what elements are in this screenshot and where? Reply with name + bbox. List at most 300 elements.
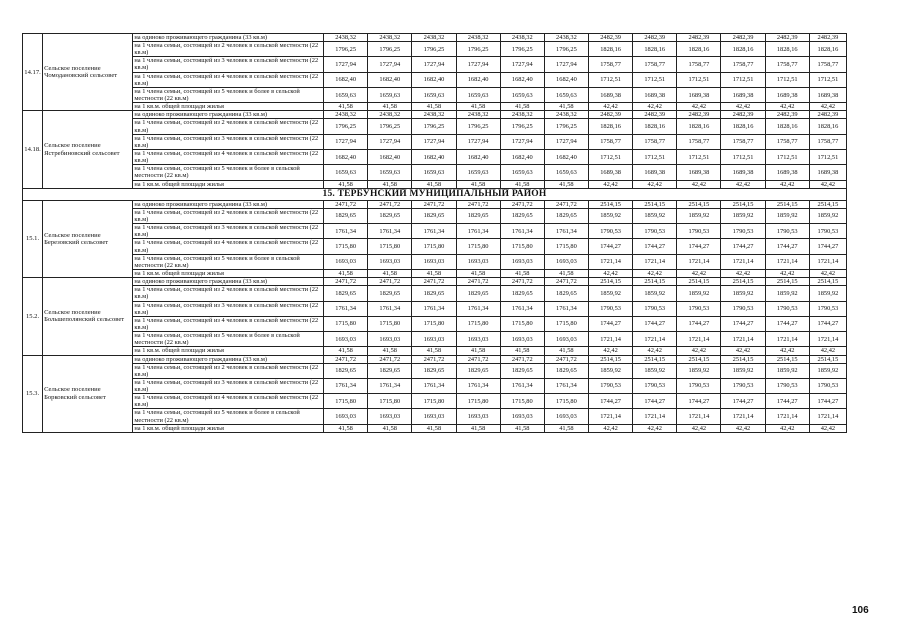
cost-value: 1659,63 bbox=[412, 87, 456, 102]
cost-value: 2514,15 bbox=[765, 200, 809, 208]
cost-value: 1790,53 bbox=[809, 378, 846, 393]
cost-value: 1689,38 bbox=[721, 87, 765, 102]
cost-value: 1715,80 bbox=[324, 239, 368, 254]
cost-value: 41,58 bbox=[544, 347, 588, 355]
cost-value: 1693,03 bbox=[324, 254, 368, 269]
cost-value: 1689,38 bbox=[809, 87, 846, 102]
cost-value: 42,42 bbox=[677, 270, 721, 278]
norm-description: на 1 члена семьи, состоящей из 5 человек и более в сельской местности (22 кв.м) bbox=[133, 254, 324, 269]
norm-description: на 1 кв.м. общей площади жилья bbox=[133, 270, 324, 278]
cost-value: 1790,53 bbox=[721, 224, 765, 239]
cost-value: 1721,14 bbox=[677, 332, 721, 347]
norm-description: на 1 члена семьи, состоящей из 3 человек в сельской местности (22 кв.м) bbox=[133, 134, 324, 149]
cost-value: 1790,53 bbox=[633, 378, 677, 393]
table-row bbox=[23, 57, 847, 72]
cost-value: 1796,25 bbox=[544, 42, 588, 57]
cost-value: 1829,65 bbox=[324, 286, 368, 301]
cost-value: 2471,72 bbox=[456, 278, 500, 286]
cost-value: 2471,72 bbox=[456, 355, 500, 363]
table-row bbox=[23, 72, 847, 87]
cost-value: 2514,15 bbox=[721, 355, 765, 363]
cost-value: 1796,25 bbox=[368, 119, 412, 134]
norm-description: на 1 члена семьи, состоящей из 4 человек в сельской местности (22 кв.м) bbox=[133, 316, 324, 331]
cost-value: 1796,25 bbox=[456, 119, 500, 134]
cost-value: 1796,25 bbox=[500, 119, 544, 134]
cost-value: 1721,14 bbox=[633, 332, 677, 347]
cost-value: 41,58 bbox=[324, 270, 368, 278]
cost-value: 1693,03 bbox=[412, 409, 456, 424]
cost-value: 1758,77 bbox=[589, 57, 633, 72]
cost-value: 1828,16 bbox=[677, 119, 721, 134]
cost-value: 1744,27 bbox=[765, 316, 809, 331]
cost-value: 1693,03 bbox=[368, 409, 412, 424]
norm-description: на одиноко проживающего гражданина (33 кв.м) bbox=[133, 355, 324, 363]
cost-value: 1758,77 bbox=[765, 134, 809, 149]
cost-value: 42,42 bbox=[721, 347, 765, 355]
cost-value: 1693,03 bbox=[456, 332, 500, 347]
settlement-name: Сельское поселение Березовский сельсовет bbox=[43, 200, 133, 277]
cost-value: 1715,80 bbox=[544, 239, 588, 254]
cost-value: 1758,77 bbox=[677, 57, 721, 72]
norm-description: на 1 члена семьи, состоящей из 2 человек в сельской местности (22 кв.м) bbox=[133, 42, 324, 57]
cost-value: 1761,34 bbox=[324, 378, 368, 393]
cost-value: 41,58 bbox=[456, 347, 500, 355]
norm-description: на 1 кв.м. общей площади жилья bbox=[133, 424, 324, 432]
row-number: 15.2. bbox=[23, 278, 43, 355]
cost-value: 1712,51 bbox=[765, 150, 809, 165]
cost-value: 1727,94 bbox=[456, 57, 500, 72]
cost-value: 1859,92 bbox=[677, 208, 721, 223]
row-number: 14.18. bbox=[23, 111, 43, 188]
cost-value: 1790,53 bbox=[589, 301, 633, 316]
cost-value: 2514,15 bbox=[589, 200, 633, 208]
cost-value: 1682,40 bbox=[544, 72, 588, 87]
settlement-name: Сельское поселение Борковский сельсовет bbox=[43, 355, 133, 432]
housing-cost-table bbox=[22, 33, 847, 433]
cost-value: 1659,63 bbox=[368, 87, 412, 102]
cost-value: 1712,51 bbox=[633, 150, 677, 165]
cost-value: 1829,65 bbox=[544, 286, 588, 301]
cost-value: 42,42 bbox=[809, 347, 846, 355]
table-row bbox=[23, 224, 847, 239]
cost-value: 1829,65 bbox=[456, 286, 500, 301]
cost-value: 1682,40 bbox=[324, 150, 368, 165]
cost-value: 1689,38 bbox=[765, 165, 809, 180]
cost-value: 1715,80 bbox=[368, 316, 412, 331]
cost-value: 1712,51 bbox=[809, 150, 846, 165]
cost-value: 1859,92 bbox=[589, 363, 633, 378]
cost-value: 1829,65 bbox=[324, 208, 368, 223]
cost-value: 1761,34 bbox=[500, 224, 544, 239]
cost-value: 1859,92 bbox=[589, 208, 633, 223]
cost-value: 1796,25 bbox=[368, 42, 412, 57]
norm-description: на 1 члена семьи, состоящей из 5 человек и более в сельской местности (22 кв.м) bbox=[133, 332, 324, 347]
table-row bbox=[23, 363, 847, 378]
cost-value: 1689,38 bbox=[809, 165, 846, 180]
cost-value: 1828,16 bbox=[809, 119, 846, 134]
cost-value: 2482,39 bbox=[765, 34, 809, 42]
cost-value: 1761,34 bbox=[368, 301, 412, 316]
cost-value: 41,58 bbox=[544, 424, 588, 432]
cost-value: 41,58 bbox=[412, 103, 456, 111]
cost-value: 1659,63 bbox=[544, 165, 588, 180]
cost-value: 2514,15 bbox=[809, 200, 846, 208]
cost-value: 41,58 bbox=[368, 347, 412, 355]
cost-value: 1715,80 bbox=[500, 316, 544, 331]
cost-value: 1712,51 bbox=[589, 72, 633, 87]
cost-value: 1715,80 bbox=[500, 239, 544, 254]
cost-value: 42,42 bbox=[677, 347, 721, 355]
cost-value: 42,42 bbox=[809, 180, 846, 188]
cost-value: 1828,16 bbox=[633, 42, 677, 57]
cost-value: 1859,92 bbox=[765, 363, 809, 378]
cost-value: 1744,27 bbox=[589, 239, 633, 254]
cost-value: 2471,72 bbox=[324, 355, 368, 363]
cost-value: 1758,77 bbox=[809, 57, 846, 72]
cost-value: 42,42 bbox=[765, 270, 809, 278]
table-row bbox=[23, 301, 847, 316]
cost-value: 1758,77 bbox=[633, 134, 677, 149]
cost-value: 1744,27 bbox=[677, 394, 721, 409]
cost-value: 1829,65 bbox=[500, 286, 544, 301]
row-number: 14.17. bbox=[23, 34, 43, 111]
cost-value: 41,58 bbox=[544, 270, 588, 278]
cost-value: 41,58 bbox=[456, 270, 500, 278]
cost-value: 42,42 bbox=[589, 270, 633, 278]
cost-value: 1761,34 bbox=[456, 301, 500, 316]
cost-value: 41,58 bbox=[412, 347, 456, 355]
norm-description: на 1 члена семьи, состоящей из 4 человек в сельской местности (22 кв.м) bbox=[133, 239, 324, 254]
cost-value: 1761,34 bbox=[368, 224, 412, 239]
cost-value: 1796,25 bbox=[324, 119, 368, 134]
section-heading-row bbox=[23, 188, 847, 200]
cost-value: 1828,16 bbox=[809, 42, 846, 57]
cost-value: 1715,80 bbox=[544, 394, 588, 409]
cost-value: 1744,27 bbox=[721, 394, 765, 409]
cost-value: 1758,77 bbox=[809, 134, 846, 149]
cost-value: 1659,63 bbox=[456, 165, 500, 180]
cost-value: 1693,03 bbox=[456, 409, 500, 424]
cost-value: 1828,16 bbox=[589, 119, 633, 134]
cost-value: 1761,34 bbox=[456, 378, 500, 393]
cost-value: 1689,38 bbox=[677, 87, 721, 102]
cost-value: 1761,34 bbox=[500, 301, 544, 316]
cost-value: 1682,40 bbox=[456, 150, 500, 165]
norm-description: на 1 члена семьи, состоящей из 3 человек в сельской местности (22 кв.м) bbox=[133, 224, 324, 239]
cost-value: 42,42 bbox=[765, 180, 809, 188]
cost-value: 1790,53 bbox=[677, 301, 721, 316]
norm-description: на 1 члена семьи, состоящей из 5 человек и более в сельской местности (22 кв.м) bbox=[133, 165, 324, 180]
cost-value: 1758,77 bbox=[721, 134, 765, 149]
cost-value: 1721,14 bbox=[721, 254, 765, 269]
cost-value: 42,42 bbox=[589, 424, 633, 432]
cost-value: 1727,94 bbox=[324, 57, 368, 72]
cost-value: 1790,53 bbox=[677, 378, 721, 393]
cost-value: 41,58 bbox=[456, 180, 500, 188]
cost-value: 2482,39 bbox=[677, 111, 721, 119]
cost-value: 1829,65 bbox=[500, 208, 544, 223]
row-number: 15.3. bbox=[23, 355, 43, 432]
cost-value: 1682,40 bbox=[500, 72, 544, 87]
cost-value: 41,58 bbox=[412, 270, 456, 278]
cost-value: 41,58 bbox=[368, 180, 412, 188]
norm-description: на 1 члена семьи, состоящей из 2 человек в сельской местности (22 кв.м) bbox=[133, 363, 324, 378]
cost-value: 1744,27 bbox=[721, 316, 765, 331]
table-row bbox=[23, 239, 847, 254]
cost-value: 1859,92 bbox=[765, 208, 809, 223]
cost-value: 1727,94 bbox=[412, 57, 456, 72]
cost-value: 2471,72 bbox=[368, 278, 412, 286]
cost-value: 1682,40 bbox=[412, 72, 456, 87]
cost-value: 1744,27 bbox=[765, 394, 809, 409]
cost-value: 2471,72 bbox=[544, 278, 588, 286]
cost-value: 1744,27 bbox=[589, 316, 633, 331]
cost-value: 1829,65 bbox=[456, 208, 500, 223]
cost-value: 1790,53 bbox=[677, 224, 721, 239]
cost-value: 2471,72 bbox=[412, 200, 456, 208]
cost-value: 1682,40 bbox=[544, 150, 588, 165]
cost-value: 1693,03 bbox=[544, 254, 588, 269]
norm-description: на 1 члена семьи, состоящей из 4 человек в сельской местности (22 кв.м) bbox=[133, 150, 324, 165]
norm-description: на 1 члена семьи, состоящей из 4 человек в сельской местности (22 кв.м) bbox=[133, 394, 324, 409]
cost-value: 1659,63 bbox=[324, 87, 368, 102]
cost-value: 2438,32 bbox=[500, 111, 544, 119]
cost-value: 2482,39 bbox=[589, 111, 633, 119]
table-row bbox=[23, 270, 847, 278]
cost-value: 1721,14 bbox=[809, 409, 846, 424]
cost-value: 1727,94 bbox=[544, 134, 588, 149]
cost-value: 42,42 bbox=[765, 103, 809, 111]
cost-value: 1721,14 bbox=[633, 254, 677, 269]
norm-description: на одиноко проживающего гражданина (33 кв.м) bbox=[133, 34, 324, 42]
cost-value: 1693,03 bbox=[368, 254, 412, 269]
cost-value: 1796,25 bbox=[412, 119, 456, 134]
cost-value: 1689,38 bbox=[721, 165, 765, 180]
cost-value: 1790,53 bbox=[721, 301, 765, 316]
cost-value: 1682,40 bbox=[368, 72, 412, 87]
norm-description: на 1 члена семьи, состоящей из 5 человек и более в сельской местности (22 кв.м) bbox=[133, 87, 324, 102]
cost-value: 41,58 bbox=[456, 424, 500, 432]
cost-value: 1715,80 bbox=[456, 239, 500, 254]
cost-value: 2482,39 bbox=[721, 34, 765, 42]
cost-value: 2514,15 bbox=[765, 355, 809, 363]
cost-value: 1796,25 bbox=[412, 42, 456, 57]
cost-value: 1721,14 bbox=[677, 254, 721, 269]
document-sheet bbox=[22, 33, 847, 433]
cost-value: 41,58 bbox=[500, 103, 544, 111]
norm-description: на 1 члена семьи, состоящей из 3 человек в сельской местности (22 кв.м) bbox=[133, 301, 324, 316]
settlement-name: Сельское поселение Ястребиновский сельсовет bbox=[43, 111, 133, 188]
cost-value: 1721,14 bbox=[809, 254, 846, 269]
cost-value: 1712,51 bbox=[721, 72, 765, 87]
cost-value: 1790,53 bbox=[589, 378, 633, 393]
cost-value: 1859,92 bbox=[633, 286, 677, 301]
cost-value: 1693,03 bbox=[500, 254, 544, 269]
cost-value: 2482,39 bbox=[589, 34, 633, 42]
cost-value: 1829,65 bbox=[412, 286, 456, 301]
cost-value: 1796,25 bbox=[500, 42, 544, 57]
cost-value: 41,58 bbox=[324, 103, 368, 111]
cost-value: 1859,92 bbox=[677, 286, 721, 301]
cost-value: 1829,65 bbox=[368, 363, 412, 378]
cost-value: 2471,72 bbox=[500, 355, 544, 363]
cost-value: 1727,94 bbox=[500, 57, 544, 72]
cost-value: 1659,63 bbox=[544, 87, 588, 102]
cost-value: 1721,14 bbox=[677, 409, 721, 424]
cost-value: 1761,34 bbox=[544, 301, 588, 316]
cost-value: 1758,77 bbox=[721, 57, 765, 72]
cost-value: 2471,72 bbox=[368, 200, 412, 208]
cost-value: 1659,63 bbox=[324, 165, 368, 180]
cost-value: 2514,15 bbox=[677, 200, 721, 208]
cost-value: 1689,38 bbox=[633, 87, 677, 102]
cost-value: 1715,80 bbox=[544, 316, 588, 331]
cost-value: 2514,15 bbox=[765, 278, 809, 286]
table-row bbox=[23, 332, 847, 347]
cost-value: 1727,94 bbox=[324, 134, 368, 149]
cost-value: 42,42 bbox=[633, 347, 677, 355]
cost-value: 1712,51 bbox=[809, 72, 846, 87]
cost-value: 41,58 bbox=[544, 180, 588, 188]
cost-value: 42,42 bbox=[589, 180, 633, 188]
cost-value: 2514,15 bbox=[677, 278, 721, 286]
cost-value: 42,42 bbox=[721, 424, 765, 432]
cost-value: 1829,65 bbox=[368, 208, 412, 223]
cost-value: 1859,92 bbox=[809, 286, 846, 301]
cost-value: 1659,63 bbox=[500, 165, 544, 180]
cost-value: 1693,03 bbox=[412, 254, 456, 269]
table-row bbox=[23, 347, 847, 355]
settlement-name: Сельское поселение Большеполянский сельсовет bbox=[43, 278, 133, 355]
cost-value: 1721,14 bbox=[589, 254, 633, 269]
table-row bbox=[23, 254, 847, 269]
table-row bbox=[23, 111, 847, 119]
table-row bbox=[23, 150, 847, 165]
cost-value: 1715,80 bbox=[456, 394, 500, 409]
cost-value: 41,58 bbox=[368, 103, 412, 111]
cost-value: 1727,94 bbox=[456, 134, 500, 149]
cost-value: 1758,77 bbox=[677, 134, 721, 149]
cost-value: 1727,94 bbox=[500, 134, 544, 149]
cost-value: 1859,92 bbox=[809, 363, 846, 378]
cost-value: 2471,72 bbox=[500, 200, 544, 208]
cost-value: 1693,03 bbox=[500, 332, 544, 347]
cost-value: 1727,94 bbox=[544, 57, 588, 72]
table-row bbox=[23, 180, 847, 188]
cost-value: 1715,80 bbox=[456, 316, 500, 331]
cost-value: 1744,27 bbox=[633, 316, 677, 331]
cost-value: 1712,51 bbox=[765, 72, 809, 87]
table-row bbox=[23, 355, 847, 363]
cost-value: 1659,63 bbox=[368, 165, 412, 180]
cost-value: 42,42 bbox=[633, 424, 677, 432]
cost-value: 2482,39 bbox=[677, 34, 721, 42]
cost-value: 41,58 bbox=[500, 270, 544, 278]
cost-value: 1721,14 bbox=[633, 409, 677, 424]
cost-value: 1790,53 bbox=[633, 301, 677, 316]
cost-value: 2514,15 bbox=[589, 278, 633, 286]
row-number: 15.1. bbox=[23, 200, 43, 277]
cost-value: 1790,53 bbox=[721, 378, 765, 393]
cost-value: 1744,27 bbox=[721, 239, 765, 254]
cost-value: 1693,03 bbox=[324, 409, 368, 424]
table-row bbox=[23, 278, 847, 286]
cost-value: 41,58 bbox=[412, 424, 456, 432]
cost-value: 1721,14 bbox=[765, 409, 809, 424]
cost-value: 41,58 bbox=[412, 180, 456, 188]
cost-value: 1828,16 bbox=[589, 42, 633, 57]
norm-description: на 1 члена семьи, состоящей из 2 человек в сельской местности (22 кв.м) bbox=[133, 208, 324, 223]
cost-value: 1859,92 bbox=[721, 208, 765, 223]
cost-value: 42,42 bbox=[809, 424, 846, 432]
page-number: 106 bbox=[852, 605, 869, 616]
cost-value: 42,42 bbox=[677, 180, 721, 188]
table-body bbox=[23, 34, 847, 433]
cost-value: 1682,40 bbox=[324, 72, 368, 87]
cost-value: 1859,92 bbox=[809, 208, 846, 223]
cost-value: 2514,15 bbox=[721, 278, 765, 286]
norm-description: на одиноко проживающего гражданина (33 кв.м) bbox=[133, 278, 324, 286]
cost-value: 1829,65 bbox=[500, 363, 544, 378]
cost-value: 1859,92 bbox=[721, 363, 765, 378]
cost-value: 42,42 bbox=[589, 347, 633, 355]
cost-value: 1790,53 bbox=[589, 224, 633, 239]
cost-value: 41,58 bbox=[368, 424, 412, 432]
cost-value: 1721,14 bbox=[589, 332, 633, 347]
cost-value: 1712,51 bbox=[677, 72, 721, 87]
cost-value: 2438,32 bbox=[456, 34, 500, 42]
cost-value: 1829,65 bbox=[412, 363, 456, 378]
cost-value: 1689,38 bbox=[677, 165, 721, 180]
cost-value: 1744,27 bbox=[677, 239, 721, 254]
cost-value: 1828,16 bbox=[721, 119, 765, 134]
norm-description: на 1 члена семьи, состоящей из 3 человек в сельской местности (22 кв.м) bbox=[133, 57, 324, 72]
cost-value: 1761,34 bbox=[544, 224, 588, 239]
norm-description: на 1 члена семьи, состоящей из 2 человек в сельской местности (22 кв.м) bbox=[133, 286, 324, 301]
cost-value: 2438,32 bbox=[456, 111, 500, 119]
cost-value: 2438,32 bbox=[544, 111, 588, 119]
cost-value: 2514,15 bbox=[809, 355, 846, 363]
cost-value: 1715,80 bbox=[412, 316, 456, 331]
cost-value: 2438,32 bbox=[324, 34, 368, 42]
cost-value: 1829,65 bbox=[412, 208, 456, 223]
cost-value: 41,58 bbox=[324, 424, 368, 432]
cost-value: 1796,25 bbox=[456, 42, 500, 57]
cost-value: 1744,27 bbox=[633, 239, 677, 254]
cost-value: 2482,39 bbox=[809, 111, 846, 119]
cost-value: 1659,63 bbox=[500, 87, 544, 102]
norm-description: на 1 кв.м. общей площади жилья bbox=[133, 103, 324, 111]
cost-value: 1715,80 bbox=[412, 239, 456, 254]
cost-value: 1761,34 bbox=[544, 378, 588, 393]
cost-value: 1682,40 bbox=[456, 72, 500, 87]
cost-value: 41,58 bbox=[324, 180, 368, 188]
cost-value: 1829,65 bbox=[324, 363, 368, 378]
table-row bbox=[23, 378, 847, 393]
cost-value: 41,58 bbox=[324, 347, 368, 355]
cost-value: 1721,14 bbox=[765, 254, 809, 269]
cost-value: 2471,72 bbox=[500, 278, 544, 286]
cost-value: 1761,34 bbox=[324, 224, 368, 239]
cost-value: 2438,32 bbox=[368, 111, 412, 119]
table-row bbox=[23, 134, 847, 149]
norm-description: на 1 члена семьи, состоящей из 4 человек в сельской местности (22 кв.м) bbox=[133, 72, 324, 87]
cost-value: 41,58 bbox=[500, 180, 544, 188]
cost-value: 2438,32 bbox=[412, 34, 456, 42]
cost-value: 1744,27 bbox=[677, 316, 721, 331]
cost-value: 2438,32 bbox=[500, 34, 544, 42]
cost-value: 1727,94 bbox=[368, 57, 412, 72]
